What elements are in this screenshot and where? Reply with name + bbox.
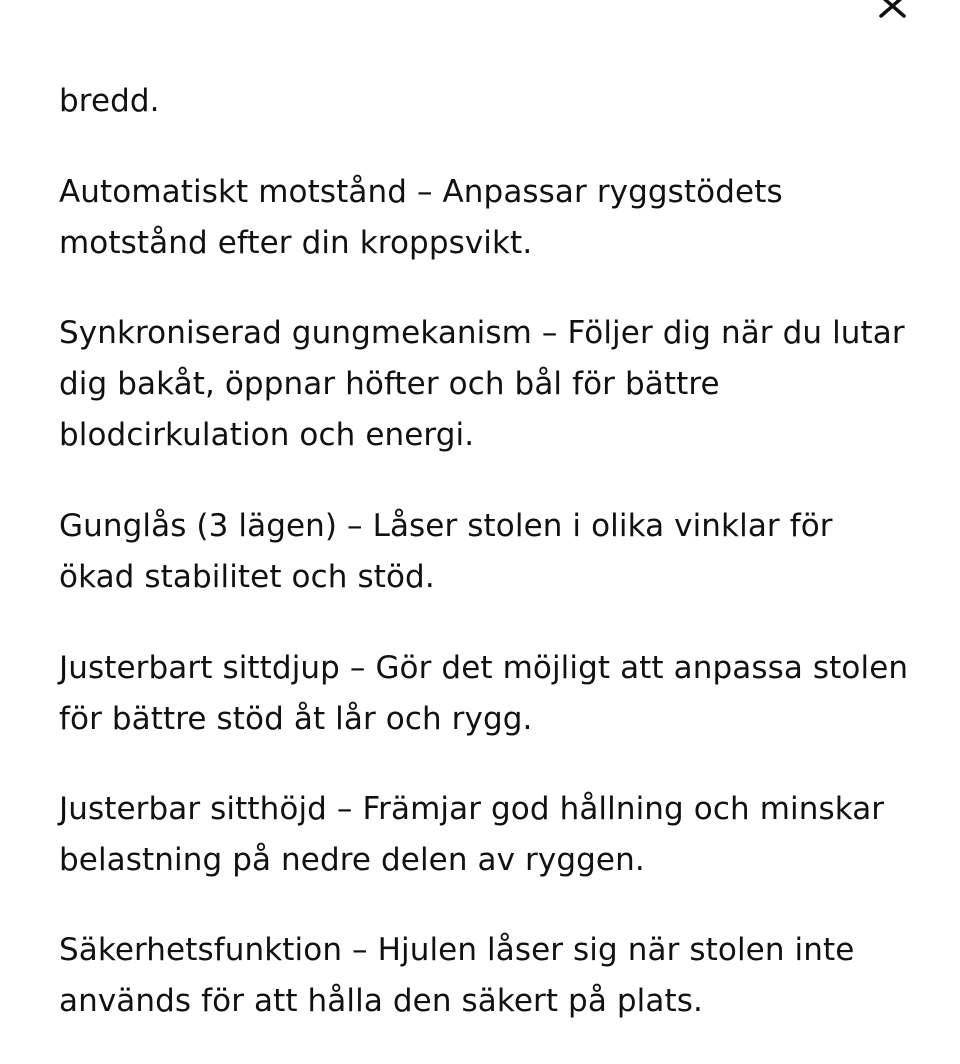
feature-sync-tilt: Synkroniserad gungmekanism – Följer dig när du lutar dig bakåt, öppnar höfter och bål för bättre blodcirkulation och energi. (59, 315, 905, 453)
feature-safety: Säkerhetsfunktion – Hjulen låser sig när stolen inte används för att hålla den säkert på plats. (59, 932, 855, 1019)
close-icon (875, 0, 909, 20)
close-button[interactable] (870, 0, 914, 24)
feature-seat-depth: Justerbart sittdjup – Gör det möjligt att anpassa stolen för bättre stöd åt lår och rygg. (59, 650, 909, 737)
feature-tilt-lock: Gunglås (3 lägen) – Låser stolen i olika vinklar för ökad stabilitet och stöd. (59, 508, 833, 595)
feature-seat-height: Justerbar sitthöjd – Främjar god hållning och minskar belastning på nedre delen av ryggen. (59, 791, 885, 878)
partial-paragraph-end: bredd. (59, 83, 160, 119)
feature-automatic-resistance: Automatiskt motstånd – Anpassar ryggstödets motstånd efter din kroppsvikt. (59, 174, 783, 261)
